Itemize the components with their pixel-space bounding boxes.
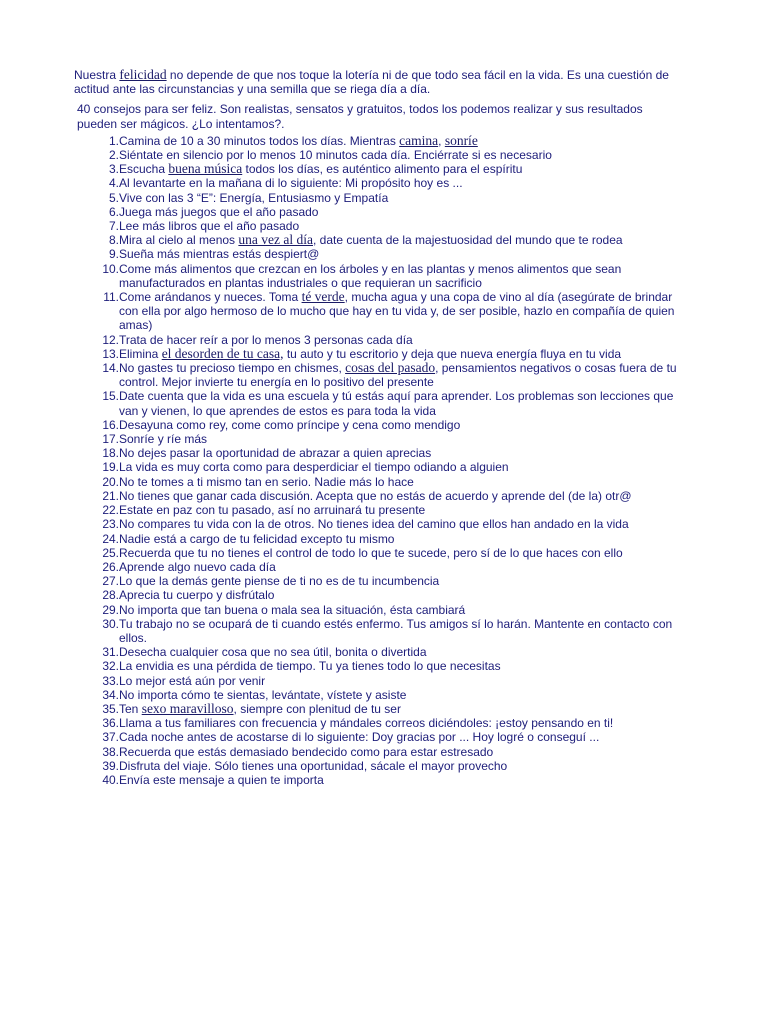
- tip-item: [74, 773, 684, 787]
- tip-text-segment: Disfruta del viaje. Sólo tienes una oportunidad, sácale el mayor provecho: [119, 758, 508, 773]
- tip-text: [119, 560, 684, 574]
- tip-item: [74, 219, 684, 233]
- tip-text-segment: Tu trabajo no se ocupará de ti cuando estés enfermo. Tus amigos sí lo harán. Mantente en contacto con ellos.: [119, 616, 673, 645]
- tip-text: [119, 759, 684, 773]
- tip-link[interactable]: sonríe: [444, 132, 478, 148]
- tip-text: [119, 773, 684, 787]
- tip-text-segment: Camina de 10 a 30 minutos todos los días. Mientras: [119, 133, 400, 148]
- tip-number: 25.: [102, 545, 119, 560]
- tip-item: [74, 389, 684, 417]
- tip-text-segment: , mucha agua y una copa de vino al día (asegúrate de brindar con ella por algo hermoso de lo mucho que hay en tu vida y, de ser posible, hazlo en compañía de quien amas): [119, 290, 675, 333]
- tip-text-segment: Al levantarte en la mañana di lo siguiente: Mi propósito hoy es ...: [119, 176, 463, 191]
- tip-text-segment: Elimina: [119, 346, 162, 361]
- tip-item: [74, 148, 684, 162]
- tip-text-segment: tu auto y tu escritorio y deja que nueva energía fluya en tu vida: [283, 346, 622, 361]
- tip-number: 9.: [108, 247, 119, 262]
- tip-number: 30.: [102, 616, 119, 631]
- tip-text: [119, 333, 684, 347]
- tip-number: 1.: [108, 133, 119, 148]
- tip-item: [74, 759, 684, 773]
- tip-link[interactable]: cosas del pasado: [345, 360, 436, 376]
- tip-item: [74, 560, 684, 574]
- tip-text: [119, 475, 684, 489]
- felicidad-link[interactable]: felicidad: [119, 67, 167, 82]
- tip-item: [74, 674, 684, 688]
- tip-number: 19.: [102, 460, 119, 475]
- tip-item: [74, 233, 684, 247]
- tip-text-segment: Cada noche antes de acostarse di lo siguiente: Doy gracias por ... Hoy logré o conseguí ...: [119, 730, 600, 745]
- tip-text: [119, 205, 684, 219]
- tip-item: [74, 645, 684, 659]
- tip-item: [74, 517, 684, 531]
- lead-paragraph: 40 consejos para ser feliz. Son realistas, sensatos y gratuitos, todos los podemos realizar y sus resultados pueden ser mágicos. ¿Lo intentamos?.: [77, 102, 643, 131]
- tip-text-segment: No dejes pasar la oportunidad de abrazar a quien aprecias: [119, 446, 432, 461]
- tip-text-segment: Aprende algo nuevo cada día: [119, 559, 276, 574]
- tip-text-segment: Escucha: [119, 162, 169, 177]
- tip-number: 28.: [102, 588, 119, 603]
- tip-text-segment: No te tomes a ti mismo tan en serio. Nadie más lo hace: [119, 474, 414, 489]
- tip-text: [119, 603, 684, 617]
- tip-text: [119, 716, 684, 730]
- tip-link[interactable]: té verde: [301, 289, 345, 305]
- tip-text-segment: La envidia es una pérdida de tiempo. Tu ya tienes todo lo que necesitas: [119, 659, 501, 674]
- tip-item: [74, 603, 684, 617]
- tip-text-segment: No importa cómo te sientas, levántate, vístete y asiste: [119, 687, 407, 702]
- tip-number: 12.: [102, 332, 119, 347]
- tip-item: [74, 247, 684, 261]
- tip-text-segment: , pensamientos negativos o cosas fuera de tu control. Mejor invierte tu energía en lo positivo del presente: [119, 361, 677, 390]
- intro-paragraph: [74, 68, 684, 96]
- tip-text: [119, 702, 684, 716]
- tip-text: [119, 532, 684, 546]
- tip-link[interactable]: buena música: [168, 161, 243, 177]
- tip-text-segment: Siéntate en silencio por lo menos 10 minutos cada día. Enciérrate si es necesario: [119, 148, 552, 163]
- tip-number: 4.: [108, 176, 119, 191]
- tip-item: [74, 361, 684, 389]
- tip-number: 6.: [108, 204, 119, 219]
- tip-item: [74, 162, 684, 176]
- tip-number: 20.: [102, 474, 119, 489]
- tip-item: [74, 333, 684, 347]
- tip-number: 8.: [108, 233, 119, 248]
- tip-text: [119, 432, 684, 446]
- tip-text-segment: Nadie está a cargo de tu felicidad excepto tu mismo: [119, 531, 395, 546]
- tip-text: [119, 674, 684, 688]
- tip-number: 16.: [102, 417, 119, 432]
- tip-item: [74, 432, 684, 446]
- tip-number: 27.: [102, 574, 119, 589]
- tip-text: [119, 191, 684, 205]
- tip-number: 7.: [108, 219, 119, 234]
- tip-text: [119, 418, 684, 432]
- tip-item: [74, 716, 684, 730]
- tip-text-segment: Lo mejor está aún por venir: [119, 673, 266, 688]
- tip-number: 37.: [102, 730, 119, 745]
- tip-item: [74, 418, 684, 432]
- tip-text-segment: Come arándanos y nueces. Toma: [119, 290, 302, 305]
- tip-text: [119, 688, 684, 702]
- tip-number: 18.: [102, 446, 119, 461]
- tip-number: 11.: [103, 290, 119, 305]
- intro-text-end: no depende de que nos toque la lotería ni de que todo sea fácil en la vida. Es una cuestión de actitud ante las circunstancias y una semilla que se riega día a día.: [74, 68, 669, 97]
- tip-text-segment: Recuerda que tu no tienes el control de todo lo que te sucede, pero sí de lo que haces con ello: [119, 545, 623, 560]
- document-body: [74, 68, 684, 787]
- tip-item: [74, 503, 684, 517]
- tip-number: 33.: [102, 673, 119, 688]
- tip-text-segment: Estate en paz con tu pasado, así no arruinará tu presente: [119, 503, 426, 518]
- tip-text: [119, 233, 684, 247]
- tip-text: [119, 574, 684, 588]
- tip-link[interactable]: una vez al día: [238, 232, 313, 248]
- tip-item: [74, 489, 684, 503]
- tip-text-segment: Vive con las 3 “E”: Energía, Entusiasmo y Empatía: [119, 190, 389, 205]
- tip-text-segment: Juega más juegos que el año pasado: [119, 204, 319, 219]
- tip-link[interactable]: sexo maravilloso: [141, 700, 234, 716]
- tip-number: 22.: [102, 503, 119, 518]
- intro-text-start: Nuestra: [74, 68, 120, 82]
- tip-item: [74, 134, 684, 148]
- tip-item: [74, 702, 684, 716]
- tip-text-segment: Lee más libros que el año pasado: [119, 219, 300, 234]
- tip-text-segment: No compares tu vida con la de otros. No tienes idea del camino que ellos han andado en la vida: [119, 517, 629, 532]
- tip-text-segment: No gastes tu precioso tiempo en chismes,: [119, 361, 346, 376]
- tip-text-segment: Mira al cielo al menos: [119, 233, 239, 248]
- tip-number: 35.: [102, 701, 119, 716]
- tip-text: [119, 617, 684, 645]
- tip-number: 34.: [102, 687, 119, 702]
- tip-number: 39.: [102, 758, 119, 773]
- tip-link[interactable]: el desorden de tu casa,: [161, 345, 284, 361]
- tip-text: [119, 361, 684, 389]
- tip-number: 15.: [102, 389, 119, 404]
- tip-text: [119, 290, 684, 333]
- tip-text-segment: Ten: [119, 701, 142, 716]
- tip-number: 21.: [102, 488, 119, 503]
- tip-item: [74, 730, 684, 744]
- tip-text: [119, 745, 684, 759]
- tip-item: [74, 460, 684, 474]
- tip-number: 32.: [102, 659, 119, 674]
- tip-item: [74, 176, 684, 190]
- tip-item: [74, 475, 684, 489]
- tip-number: 14.: [102, 361, 119, 376]
- tip-number: 13.: [102, 346, 119, 361]
- tip-number: 24.: [102, 531, 119, 546]
- tip-item: [74, 546, 684, 560]
- tip-text-segment: todos los días, es auténtico alimento para el espíritu: [242, 162, 523, 177]
- tip-text: [119, 262, 684, 290]
- tip-text: [119, 645, 684, 659]
- tip-text-segment: Desecha cualquier cosa que no sea útil, bonita o divertida: [119, 645, 427, 660]
- tip-text: [119, 148, 684, 162]
- tip-number: 2.: [108, 148, 119, 163]
- tip-text: [119, 503, 684, 517]
- tip-text-segment: Trata de hacer reír a por lo menos 3 personas cada día: [119, 332, 413, 347]
- tip-text: [119, 446, 684, 460]
- tip-text: [119, 588, 684, 602]
- tip-item: [74, 446, 684, 460]
- tip-item: [74, 588, 684, 602]
- tip-text-segment: Aprecia tu cuerpo y disfrútalo: [119, 588, 275, 603]
- tip-text-segment: Come más alimentos que crezcan en los árboles y en las plantas y menos alimentos que sean manufacturados en plantas industriales o que requieran un sacrificio: [119, 261, 622, 290]
- tip-number: 31.: [102, 645, 119, 660]
- tip-link[interactable]: camina: [399, 132, 439, 148]
- tip-text: [119, 176, 684, 190]
- tip-text-segment: Sueña más mientras estás despiert@: [119, 247, 320, 262]
- tip-number: 36.: [102, 716, 119, 731]
- tip-text: [119, 659, 684, 673]
- tip-text-segment: , siempre con plenitud de tu ser: [233, 701, 401, 716]
- tip-text: [119, 247, 684, 261]
- tip-text: [119, 730, 684, 744]
- tip-item: [74, 688, 684, 702]
- tip-number: 26.: [102, 559, 119, 574]
- tip-item: [74, 205, 684, 219]
- tip-text-segment: Lo que la demás gente piense de ti no es de tu incumbencia: [119, 574, 440, 589]
- tip-number: 3.: [108, 162, 119, 177]
- tip-text-segment: Envía este mensaje a quien te importa: [119, 772, 324, 787]
- tip-text-segment: Llama a tus familiares con frecuencia y mándales correos diciéndoles: ¡estoy pensando en ti!: [119, 716, 614, 731]
- tip-text: [119, 219, 684, 233]
- tip-number: 29.: [102, 602, 119, 617]
- tip-text: [119, 162, 684, 176]
- tip-number: 40.: [102, 772, 119, 787]
- tip-text-segment: Recuerda que estás demasiado bendecido como para estar estresado: [119, 744, 494, 759]
- tip-text-segment: La vida es muy corta como para desperdiciar el tiempo odiando a alguien: [119, 460, 509, 475]
- tip-item: [74, 532, 684, 546]
- tip-item: [74, 191, 684, 205]
- tip-text-segment: ,: [438, 133, 445, 148]
- tip-item: [74, 574, 684, 588]
- tip-number: 23.: [102, 517, 119, 532]
- tip-text: [119, 389, 684, 417]
- tip-text-segment: No importa que tan buena o mala sea la situación, ésta cambiará: [119, 602, 466, 617]
- tip-text: [119, 347, 684, 361]
- tip-item: [74, 290, 684, 333]
- tip-text: [119, 460, 684, 474]
- tip-text: [119, 489, 684, 503]
- tip-number: 5.: [108, 190, 119, 205]
- tip-text-segment: No tienes que ganar cada discusión. Acepta que no estás de acuerdo y aprende del (de la) otr@: [119, 488, 632, 503]
- tip-item: [74, 347, 684, 361]
- tip-text-segment: Sonríe y ríe más: [119, 432, 208, 447]
- tip-item: [74, 745, 684, 759]
- tip-number: 10.: [102, 261, 119, 276]
- tip-text: [119, 546, 684, 560]
- tip-text: [119, 517, 684, 531]
- tip-text-segment: , date cuenta de la majestuosidad del mundo que te rodea: [312, 233, 623, 248]
- tip-item: [74, 659, 684, 673]
- tip-text: [119, 134, 684, 148]
- tips-list: [74, 134, 684, 787]
- tip-text-segment: Desayuna como rey, come como príncipe y cena como mendigo: [119, 417, 461, 432]
- tip-number: 38.: [102, 744, 119, 759]
- tip-item: [74, 262, 684, 290]
- tip-text-segment: Date cuenta que la vida es una escuela y tú estás aquí para aprender. Los problemas son lecciones que van y vienen, lo que aprendes de estos es para toda la vida: [119, 389, 674, 418]
- tip-item: [74, 617, 684, 645]
- tip-number: 17.: [102, 432, 119, 447]
